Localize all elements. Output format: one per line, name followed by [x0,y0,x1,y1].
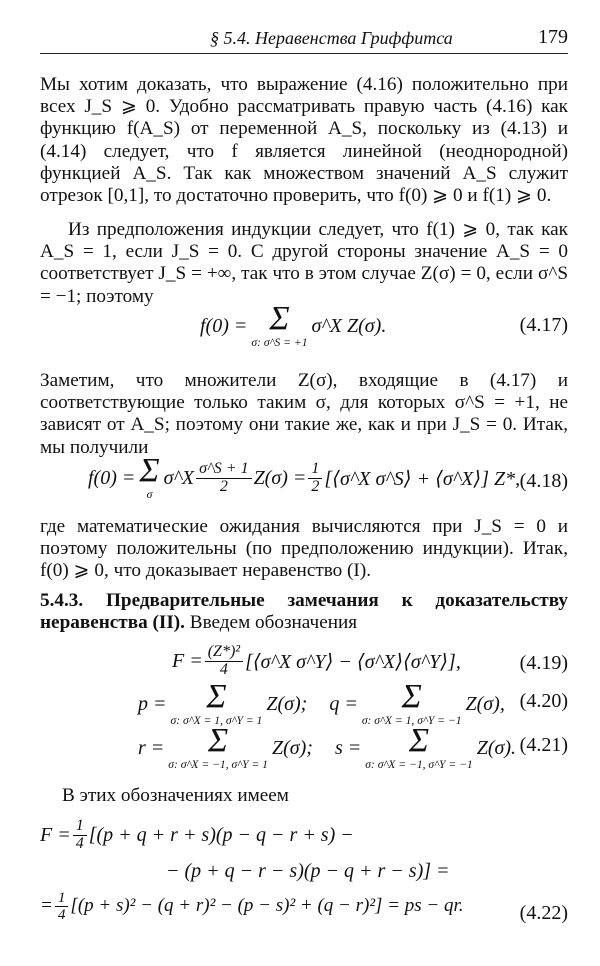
running-head: § 5.4. Неравенства Гриффитса [210,28,453,48]
eq-4-21-lhs1: r = [138,736,165,759]
eq-4-18-mid: Z(σ) = [253,466,307,489]
sum-limit: σ: σ^X = 1, σ^Y = −1 [361,713,462,727]
eq-4-21-lhs2: s = [334,736,362,759]
fraction-denominator: 2 [311,477,320,495]
header-rule [40,53,568,54]
fraction-half [308,461,322,496]
fraction-quarter [73,818,87,853]
eq-4-22-line1: [(p + q + r + s)(p − q − r + s) − [88,823,354,846]
fraction-denominator: 4 [75,834,84,852]
sum-operator: Σ σ [139,452,160,501]
sum-operator: Σ σ: σ^X = −1, σ^Y = −1 [365,722,473,771]
eq-4-20-lhs2: q = [329,692,358,715]
equation-number: (4.20) [519,690,568,712]
eq-4-22-line2: − (p + q − r − s)(p − q + r − s)] = [166,860,450,882]
page-number: 179 [538,26,568,48]
sum-limit: σ: σ^X = −1, σ^Y = 1 [168,757,268,771]
sum-operator: Σ σ: σ^S = +1 [251,300,308,349]
section-text: Введем обозначения [189,612,358,634]
section-5-4-3 [40,590,568,634]
paragraph-4: где математические ожидания вычисляются при J_S = 0 и поэтому положительны (по предположению индукции). Итак, f(0) ⩾ 0, что доказывает неравенство (I). [40,516,568,582]
sum-operator: Σ σ: σ^X = 1, σ^Y = −1 [361,678,462,727]
sum-operator: Σ σ: σ^X = 1, σ^Y = 1 [170,678,263,727]
paragraph-2: Из предположения индукции следует, что f(1) ⩾ 0, так как A_S = 1, если J_S = 0. С другой стороны значение A_S = 0 соответствует J_S = +∞, так что в этом случае Z(σ) = 0, если σ^S = −1; поэтому [40,219,568,307]
fraction-quarter [55,890,69,923]
fraction-denominator: 4 [219,660,228,678]
eq-4-19-lhs: F = [172,649,203,672]
fraction [196,461,251,496]
paragraph-3: Заметим, что множители Z(σ), входящие в (4.17) и соответствующие только таким σ, для которых σ^S = +1, не зависят от A_S; поэтому они такие же, как и при J_S = 0. Итак, мы получили [40,370,568,458]
eq-4-18-rhs: [⟨σ^X σ^S⟩ + ⟨σ^X⟩] Z*, [324,467,521,490]
eq-4-17-rhs: σ^X Z(σ). [311,314,387,337]
fraction-numerator: σ^S + 1 [196,461,251,479]
eq-4-18-term: σ^X [163,466,195,489]
equation-number: (4.17) [519,314,568,336]
eq-4-20-rhs2: Z(σ), [465,692,505,715]
fraction-denominator: 2 [219,477,228,495]
fraction-numerator: 1 [55,890,69,907]
equation-number: (4.22) [519,902,568,924]
paragraph-1: Мы хотим доказать, что выражение (4.16) положительно при всех J_S ⩾ 0. Удобно рассматривать правую часть (4.16) как функцию f(A_S) от переменной A_S, поскольку из (4.13) и (4.14) следует, что f является линейной (неоднородной) функцией A_S. Так как множеством значений A_S служит отрезок [0,1], то достаточно проверить, что f(0) ⩾ 0 и f(1) ⩾ 0. [40,74,568,207]
paragraph-5: В этих обозначениях имеем [62,785,289,806]
fraction-numerator: (Z*)² [205,644,243,662]
section-heading: 5.4.3. Предварительные замечания к доказательству неравенства (II). [40,590,568,634]
eq-4-22-line1-lhs: F = [40,823,71,846]
page-header [40,22,568,52]
sum-operator: Σ σ: σ^X = −1, σ^Y = 1 [168,722,268,771]
eq-4-21-rhs1: Z(σ); [271,736,313,759]
fraction-denominator: 4 [57,905,66,923]
eq-4-22-line3: [(p + s)² − (q + r)² − (p − s)² + (q − r)²] = ps − qr. [70,895,464,917]
equation-number: (4.18) [519,470,568,492]
equation-number: (4.21) [519,734,568,756]
eq-4-20-rhs1: Z(σ); [266,692,308,715]
sum-limit: σ [146,487,153,501]
equation-number: (4.19) [519,652,568,674]
eq-4-20-lhs1: p = [138,692,167,715]
eq-4-19-rhs: [⟨σ^X σ^Y⟩ − ⟨σ^X⟩⟨σ^Y⟩], [245,650,461,673]
eq-4-22-line3-lhs: = [40,895,53,917]
eq-4-17-lhs: f(0) = [200,314,248,337]
fraction-numerator: 1 [308,461,322,479]
eq-4-18-lhs: f(0) = [88,466,136,489]
sum-limit: σ: σ^S = +1 [251,335,308,349]
sum-limit: σ: σ^X = −1, σ^Y = −1 [365,757,473,771]
fraction-numerator: 1 [73,818,87,836]
fraction [205,644,243,679]
eq-4-21-rhs2: Z(σ). [476,736,517,759]
sum-limit: σ: σ^X = 1, σ^Y = 1 [170,713,263,727]
